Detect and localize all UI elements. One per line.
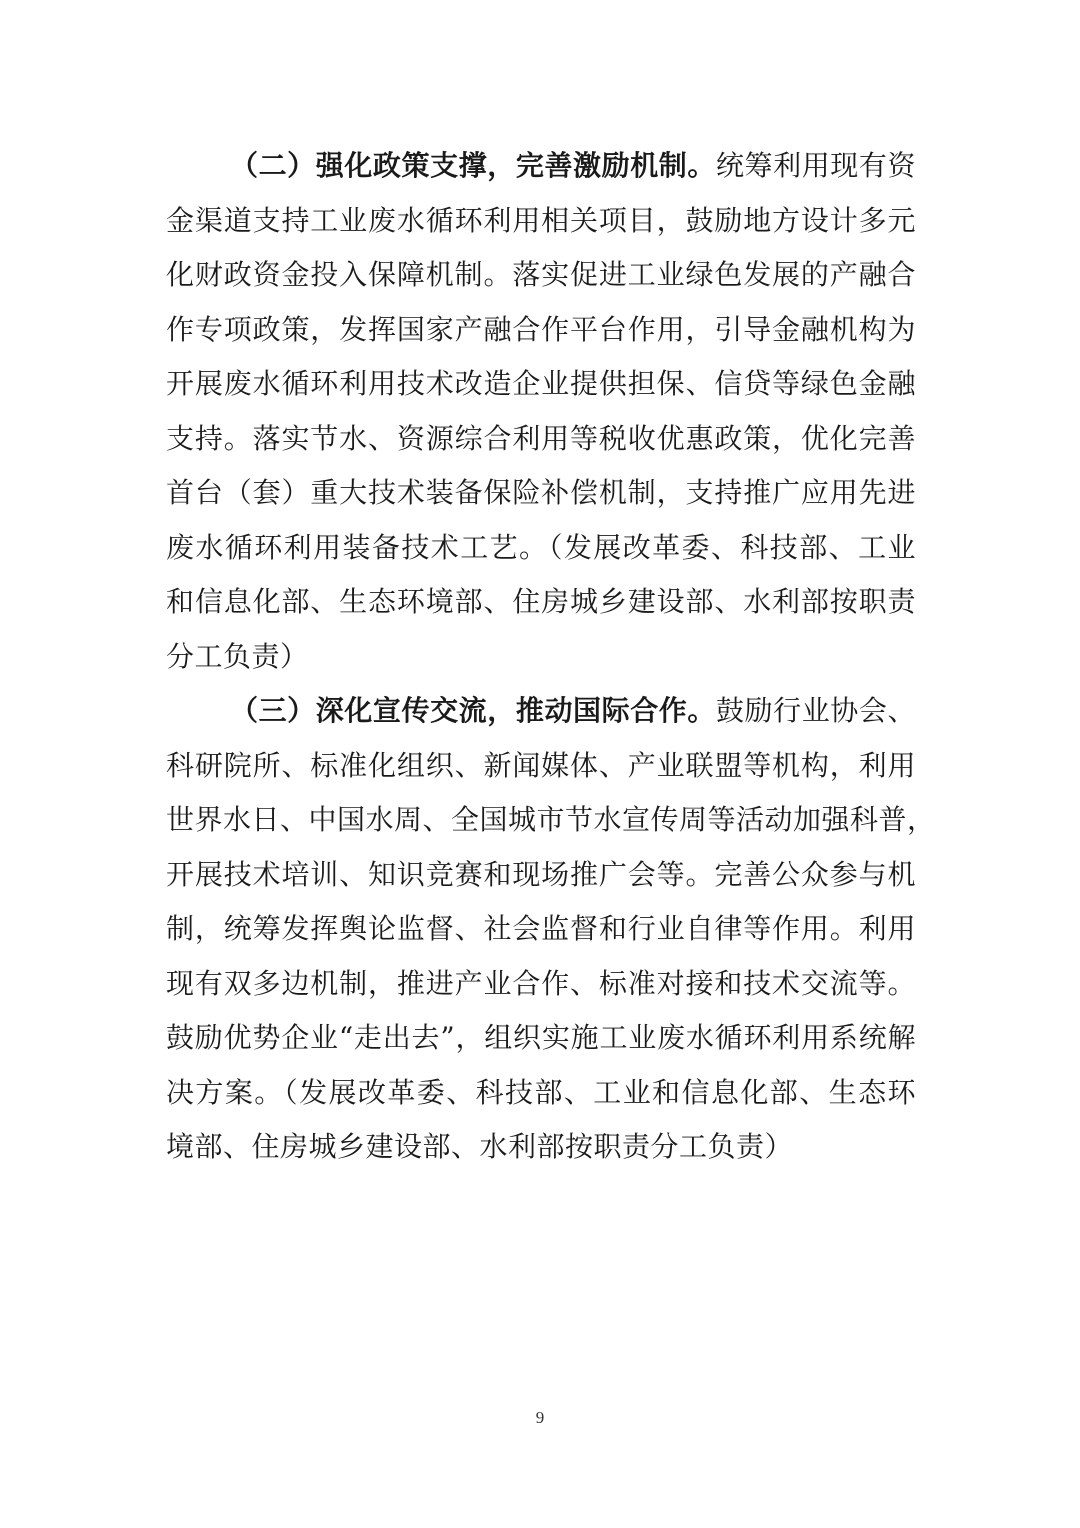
paragraph-line: 作专项政策，发挥国家产融合作平台作用，引导金融机构为 bbox=[166, 312, 916, 346]
section-heading: （三）深化宣传交流，推动国际合作。 bbox=[230, 694, 716, 727]
paragraph-line bbox=[166, 684, 916, 739]
paragraph-text: 鼓励行业协会、 bbox=[715, 694, 916, 727]
section-heading: （二）强化政策支撑，完善激励机制。 bbox=[230, 149, 716, 182]
paragraph-line bbox=[166, 139, 916, 194]
paragraph-line: 分工负责） bbox=[166, 639, 309, 673]
paragraph-line: 境部、住房城乡建设部、水利部按职责分工负责） bbox=[166, 1130, 794, 1163]
paragraph-line: 世界水日、中国水周、全国城市节水宣传周等活动加强科普， bbox=[166, 803, 936, 836]
paragraph-line: 支持。落实节水、资源综合利用等税收优惠政策，优化完善 bbox=[166, 421, 916, 455]
paragraph-line: 首台（套）重大技术装备保险补偿机制，支持推广应用先进 bbox=[166, 476, 916, 509]
paragraph-line: 废水循环利用装备技术工艺。（发展改革委、科技部、工业 bbox=[166, 530, 916, 564]
paragraph-line: 化财政资金投入保障机制。落实促进工业绿色发展的产融合 bbox=[166, 258, 916, 291]
paragraph-text: 统筹利用现有资 bbox=[715, 149, 916, 182]
paragraph-line: 和信息化部、生态环境部、住房城乡建设部、水利部按职责 bbox=[166, 585, 916, 618]
paragraph-line: 制，统筹发挥舆论监督、社会监督和行业自律等作用。利用 bbox=[166, 912, 916, 945]
page-number: 9 bbox=[535, 1408, 545, 1427]
paragraph-line: 决方案。（发展改革委、科技部、工业和信息化部、生态环 bbox=[166, 1075, 916, 1109]
document-body bbox=[166, 139, 936, 1175]
paragraph-line: 开展技术培训、知识竞赛和现场推广会等。完善公众参与机 bbox=[166, 857, 916, 891]
paragraph-line: 金渠道支持工业废水循环利用相关项目，鼓励地方设计多元 bbox=[166, 203, 916, 237]
paragraph-line: 科研院所、标准化组织、新闻媒体、产业联盟等机构，利用 bbox=[166, 748, 916, 782]
paragraph-line: 开展废水循环利用技术改造企业提供担保、信贷等绿色金融 bbox=[166, 367, 916, 400]
paragraph-line: 鼓励优势企业“走出去”，组织实施工业废水循环利用系统解 bbox=[166, 1021, 916, 1054]
paragraph-line: 现有双多边机制，推进产业合作、标准对接和技术交流等。 bbox=[166, 966, 916, 1000]
